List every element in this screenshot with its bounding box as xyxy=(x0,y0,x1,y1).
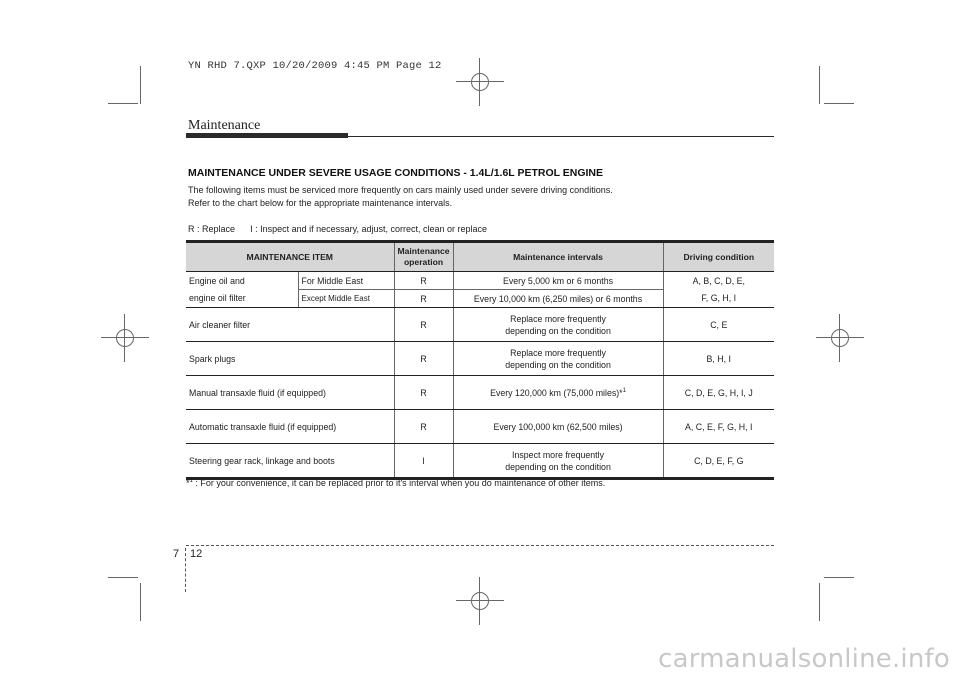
section-title: MAINTENANCE UNDER SEVERE USAGE CONDITIONS - 1.4L/1.6L PETROL ENGINE xyxy=(188,167,604,179)
crop-mark xyxy=(824,577,854,578)
interval-cell xyxy=(453,308,663,342)
item-cell: Steering gear rack, linkage and boots xyxy=(186,444,394,479)
legend-replace: R : Replace xyxy=(188,224,236,234)
interval-text: Every 120,000 km (75,000 miles)* xyxy=(490,387,623,398)
sub-item-cell: For Middle East xyxy=(298,272,394,290)
page-header-title: Maintenance xyxy=(188,118,261,133)
table-header-row xyxy=(186,242,774,272)
print-slug: YN RHD 7.QXP 10/20/2009 4:45 PM Page 12 xyxy=(188,60,442,72)
chapter-number: 7 xyxy=(173,548,180,560)
operation-cell: R xyxy=(394,410,453,444)
operation-cell: R xyxy=(394,308,453,342)
footnote-ref: 1 xyxy=(622,387,626,394)
item-cell: Manual transaxle fluid (if equipped) xyxy=(186,376,394,410)
interval-line: depending on the condition xyxy=(505,461,611,472)
item-cell: Automatic transaxle fluid (if equipped) xyxy=(186,410,394,444)
table-row xyxy=(186,308,774,342)
intro-line: Refer to the chart below for the appropriate maintenance intervals. xyxy=(188,198,453,208)
header-operation-line: Maintenance xyxy=(397,246,450,256)
footnote xyxy=(186,478,605,488)
table-row xyxy=(186,410,774,444)
crop-mark xyxy=(824,103,854,104)
registration-mark xyxy=(465,586,495,616)
footer-divider xyxy=(185,548,186,592)
legend xyxy=(188,224,487,234)
header-bar xyxy=(186,133,348,138)
crop-mark xyxy=(108,103,138,104)
intro-text xyxy=(188,184,613,210)
footnote-star: * xyxy=(186,478,190,488)
operation-cell: R xyxy=(394,272,453,290)
interval-line: Inspect more frequently xyxy=(512,449,604,460)
table-row xyxy=(186,376,774,410)
table-row xyxy=(186,290,774,308)
interval-line: Replace more frequently xyxy=(510,347,606,358)
watermark: carmanualsonline.info xyxy=(658,644,950,674)
legend-inspect: I : Inspect and if necessary, adjust, correct, clean or replace xyxy=(250,224,488,234)
header-condition: Driving condition xyxy=(663,242,774,272)
footnote-text: : For your convenience, it can be replaced prior to it's interval when you do maintenance of other items. xyxy=(192,478,606,488)
condition-cell: F, G, H, I xyxy=(663,290,774,308)
operation-cell: R xyxy=(394,342,453,376)
interval-cell xyxy=(453,444,663,479)
item-cell: Air cleaner filter xyxy=(186,308,394,342)
operation-cell: R xyxy=(394,376,453,410)
interval-cell xyxy=(453,342,663,376)
interval-line: Replace more frequently xyxy=(510,313,606,324)
operation-cell: I xyxy=(394,444,453,479)
table-row xyxy=(186,444,774,479)
intro-line: The following items must be serviced more frequently on cars mainly used under severe driving conditions. xyxy=(188,185,613,195)
interval-cell xyxy=(453,376,663,410)
interval-cell: Every 10,000 km (6,250 miles) or 6 months xyxy=(453,290,663,308)
header-item: MAINTENANCE ITEM xyxy=(186,242,394,272)
interval-cell: Every 5,000 km or 6 months xyxy=(453,272,663,290)
crop-mark xyxy=(819,583,820,621)
registration-mark xyxy=(465,67,495,97)
footnote-sup: 1 xyxy=(189,478,193,484)
sub-item-cell: Except Middle East xyxy=(298,290,394,308)
crop-mark xyxy=(140,66,141,104)
header-operation xyxy=(394,242,453,272)
page-number: 12 xyxy=(190,548,203,560)
interval-line: depending on the condition xyxy=(505,325,611,336)
condition-cell: B, H, I xyxy=(663,342,774,376)
condition-cell: C, D, E, G, H, I, J xyxy=(663,376,774,410)
registration-mark xyxy=(825,323,855,353)
crop-mark xyxy=(140,583,141,621)
interval-line: depending on the condition xyxy=(505,359,611,370)
table-row xyxy=(186,342,774,376)
item-cell: Spark plugs xyxy=(186,342,394,376)
registration-mark xyxy=(110,323,140,353)
operation-cell: R xyxy=(394,290,453,308)
condition-cell: A, B, C, D, E, xyxy=(663,272,774,290)
footer-rule xyxy=(186,545,774,546)
condition-cell: A, C, E, F, G, H, I xyxy=(663,410,774,444)
crop-mark xyxy=(108,577,138,578)
header-intervals: Maintenance intervals xyxy=(453,242,663,272)
crop-mark xyxy=(819,66,820,104)
header-operation-line: operation xyxy=(403,257,444,267)
interval-cell: Every 100,000 km (62,500 miles) xyxy=(453,410,663,444)
header-rule xyxy=(348,136,774,137)
table-row xyxy=(186,272,774,290)
condition-cell: C, E xyxy=(663,308,774,342)
condition-cell: C, D, E, F, G xyxy=(663,444,774,479)
item-cell: engine oil filter xyxy=(186,290,298,308)
maintenance-table xyxy=(186,240,774,480)
item-cell: Engine oil and xyxy=(189,275,245,286)
